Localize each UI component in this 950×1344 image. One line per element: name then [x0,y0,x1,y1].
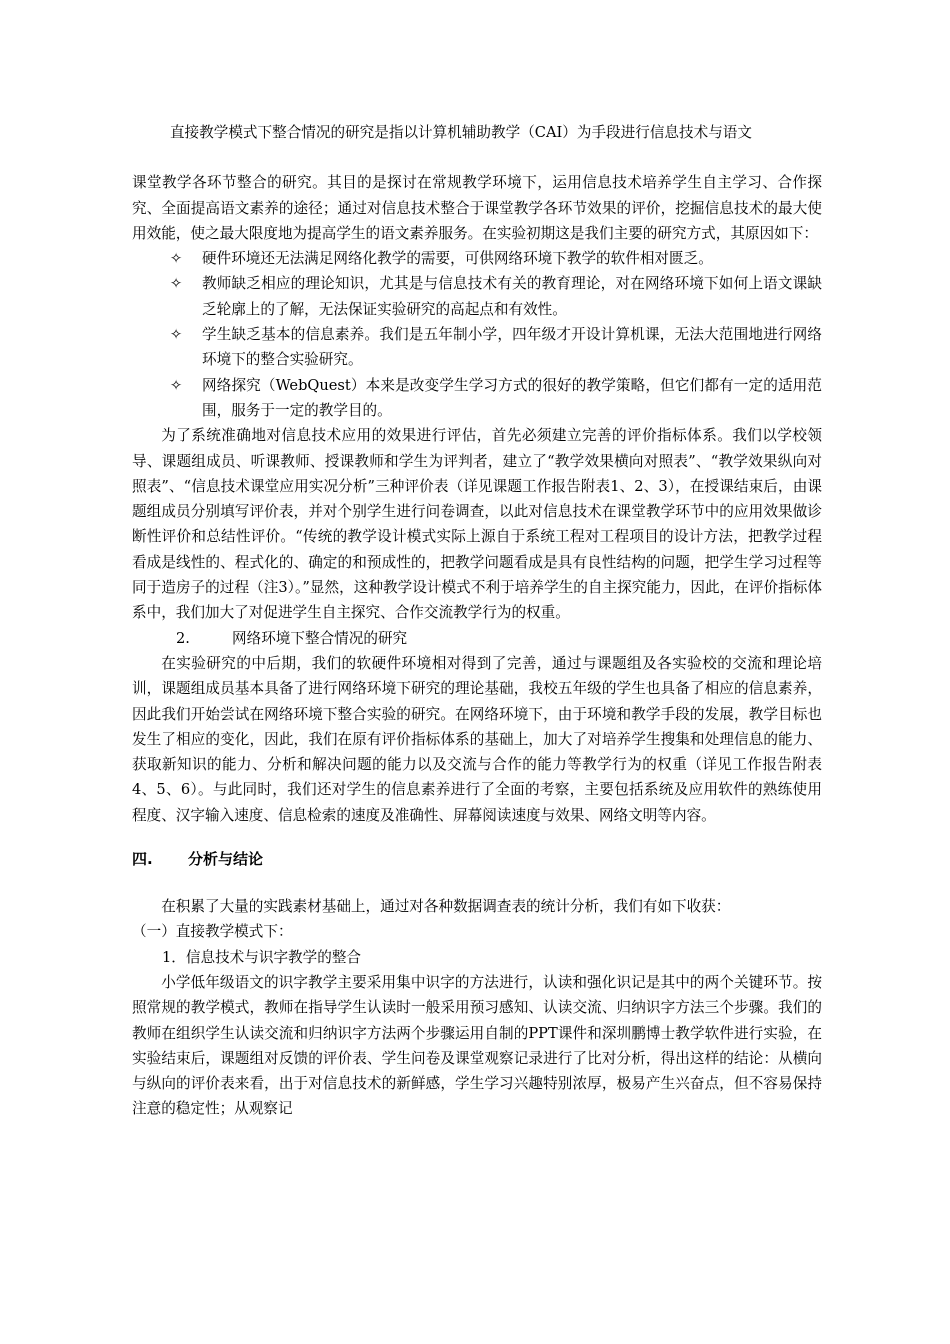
subheading-direct-teaching: （一）直接教学模式下： [132,923,293,941]
diamond-bullet-icon: ✧ [170,376,183,394]
document-page [132,120,822,1122]
paragraph-harvest: 在积累了大量的实践素材基础上，通过对各种数据调查表的统计分析，我们有如下收获： [161,898,731,916]
subheading-number: 2. [176,629,190,647]
paragraph-network-research: 在实验研究的中后期，我们的软硬件环境相对得到了完善，通过与课题组及各实验校的交流和理论培训，课题组成员基本具备了进行网络环境下研究的理论基础，我校五年级的学生也具备了相应的信息素养，因此我们开始尝试在网络环境下整合实验的研究。在网络环境下，由于环境和教学手段的发展，教学目标也发生了相应的变化，因此，我们在原有评价指标体系的基础上，加大了对培养学生搜集和处理信息的能力、获取新知识的能力、分析和解决问题的能力以及交流与合作的能力等教学行为的权重（详见工作报告附表4、5、6）。与此同时，我们还对学生的信息素养进行了全面的考察，主要包括系统及应用软件的熟练使用程度、汉字输入速度、信息检索的速度及准确性、屏幕阅读速度与效果、网络文明等内容。 [132,654,822,824]
subheading-network-research [132,626,822,651]
subheading-literacy-integration: 1．信息技术与识字教学的整合 [162,948,362,966]
section-heading-analysis [132,847,822,872]
list-item [132,373,822,424]
reasons-list [132,246,822,423]
list-item-text: 硬件环境还无法满足网络化教学的需要，可供网络环境下教学的软件相对匮乏。 [202,250,713,268]
list-item [132,322,822,373]
diamond-bullet-icon: ✧ [170,275,183,293]
blank-line [132,145,822,170]
list-item-text: 网络探究（WebQuest）本来是改变学生学习方式的很好的教学策略，但它们都有一定的适用范围，服务于一定的教学目的。 [202,376,822,419]
list-item-text: 教师缺乏相应的理论知识，尤其是与信息技术有关的教育理论，对在网络环境下如何上语文课缺乏轮廓上的了解，无法保证实验研究的高起点和有效性。 [202,275,822,318]
list-item-text: 学生缺乏基本的信息素养。我们是五年制小学，四年级才开设计算机课，无法大范围地进行网络环境下的整合实验研究。 [202,326,822,369]
section-title: 分析与结论 [188,850,264,869]
section-number: 四. [132,850,153,869]
list-item [132,246,822,271]
intro-paragraph: 直接教学模式下整合情况的研究是指以计算机辅助教学（CAI）为手段进行信息技术与语文 [169,124,752,141]
diamond-bullet-icon: ✧ [170,326,183,344]
paragraph-research-purpose: 课堂教学各环节整合的研究。其目的是探讨在常规教学环境下，运用信息技术培养学生自主学习、合作探究、全面提高语文素养的途径；通过对信息技术整合于课堂教学各环节效果的评价，挖掘信息技术的最大使用效能，使之最大限度地为提高学生的语文素养服务。在实验初期这是我们主要的研究方式，其原因如下： [132,174,822,242]
list-item [132,271,822,322]
paragraph-evaluation-system: 为了系统准确地对信息技术应用的效果进行评估，首先必须建立完善的评价指标体系。我们以学校领导、课题组成员、听课教师、授课教师和学生为评判者，建立了“教学效果横向对照表”、“教学效果纵向对照表”、“信息技术课堂应用实况分析”三种评价表（详见课题工作报告附表1、2、3），在授课结束后，由课题组成员分别填写评价表，并对个别学生进行问卷调查，以此对信息技术在课堂教学环节中的应用效果做诊断性评价和总结性评价。“传统的教学设计模式实际上源自于系统工程对工程项目的设计方法，把教学过程看成是线性的、程式化的、确定的和预成性的，把教学问题看成是具有良性结构的问题，把学生学习过程等同于造房子的过程（注3）。”显然，这种教学设计模式不利于培养学生的自主探究能力，因此，在评价指标体系中，我们加大了对促进学生自主探究、合作交流教学行为的权重。 [132,427,822,622]
paragraph-literacy-teaching: 小学低年级语文的识字教学主要采用集中识字的方法进行，认读和强化识记是其中的两个关键环节。按照常规的教学模式，教师在指导学生认读时一般采用预习感知、认读交流、归纳识字方法三个步骤。我们的教师在组织学生认读交流和归纳识字方法两个步骤运用自制的PPT课件和深圳鹏博士教学软件进行实验，在实验结束后，课题组对反馈的评价表、学生问卷及课堂观察记录进行了比对分析，得出这样的结论：从横向与纵向的评价表来看，出于对信息技术的新鲜感，学生学习兴趣特别浓厚，极易产生兴奋点，但不容易保持注意的稳定性；从观察记 [132,973,822,1118]
subheading-title: 网络环境下整合情况的研究 [232,629,408,647]
diamond-bullet-icon: ✧ [170,250,183,268]
